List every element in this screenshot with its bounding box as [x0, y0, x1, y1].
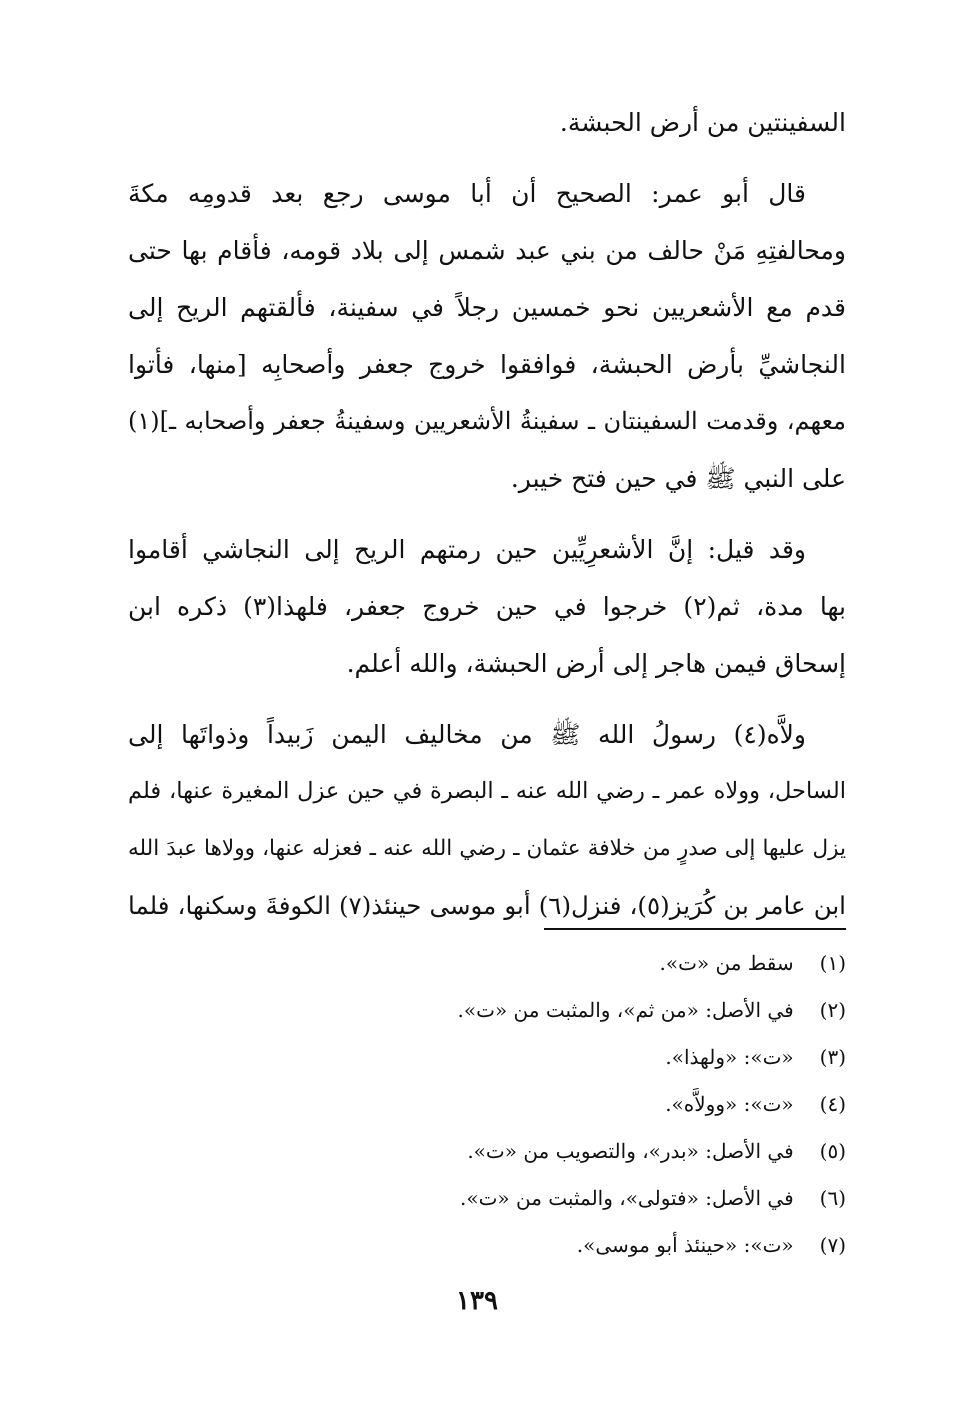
- footnote: [300, 1034, 846, 1081]
- footnote-divider: [544, 928, 846, 930]
- text-line: قدم مع الأشعريين نحو خمسين رجلاً في سفينة، فألقتهم الريح إلى: [128, 293, 846, 322]
- footnote: [300, 987, 846, 1034]
- text-line: معهم، وقدمت السفينتان ـ سفينةُ الأشعريين وسفينةُ جعفر وأصحابه ـ](١): [128, 407, 846, 435]
- footnote-number: (٢): [819, 998, 846, 1022]
- footnote-text: في الأصل: «بدر»، والتصويب من «ت».: [467, 1139, 794, 1163]
- footnote: [300, 1222, 846, 1269]
- text-line: وقد قيل: إنَّ الأشعرِيِّين حين رمتهم الريح إلى النجاشي أقاموا: [128, 535, 806, 564]
- footnote: [300, 1175, 846, 1222]
- footnote-text: «ت»: «ولهذا».: [665, 1045, 794, 1069]
- footnote-number: (٣): [819, 1045, 846, 1069]
- footnote-number: (٤): [819, 1092, 846, 1116]
- footnote-number: (١): [819, 951, 846, 975]
- footnote: [300, 1081, 846, 1128]
- text-line: الساحل، وولاه عمر ـ رضي الله عنه ـ البصرة في حين عزل المغيرة عنها، فلم: [128, 778, 846, 804]
- footnote-text: سقط من «ت».: [659, 951, 794, 975]
- text-line: النجاشيِّ بأرض الحبشة، فوافقوا خروج جعفر وأصحابِه [منها، فأتوا: [128, 350, 846, 379]
- text-line: السفينتين من أرض الحبشة.: [559, 108, 846, 137]
- text-line: بها مدة، ثم(٢) خرجوا في حين خروج جعفر، فلهذا(٣) ذكره ابن: [128, 592, 846, 621]
- footnote-text: في الأصل: «من ثم»، والمثبت من «ت».: [457, 998, 794, 1022]
- footnote: [300, 1128, 846, 1175]
- main-text: [128, 94, 846, 934]
- footnote-number: (٧): [819, 1233, 846, 1257]
- footnote-text: في الأصل: «فتولى»، والمثبت من «ت».: [459, 1186, 794, 1210]
- footnote: [300, 940, 846, 987]
- footnote-text: «ت»: «وولاَّه».: [665, 1092, 794, 1116]
- footnote-text: «ت»: «حينئذ أبو موسى».: [576, 1233, 794, 1257]
- footnote-number: (٦): [819, 1186, 846, 1210]
- text-line: إسحاق فيمن هاجر إلى أرض الحبشة، والله أعلم.: [346, 649, 846, 678]
- page-number: ١٣٩: [456, 1286, 498, 1316]
- text-line: يزل عليها إلى صدرٍ من خلافة عثمان ـ رضي الله عنه ـ فعزله عنها، وولاها عبدَ الله: [128, 836, 846, 861]
- footnotes: [300, 940, 846, 1269]
- footnote-number: (٥): [819, 1139, 846, 1163]
- text-line: ولاَّه(٤) رسولُ الله ﷺ من مخاليف اليمن زَبيداً وذواتَها إلى: [128, 720, 806, 749]
- text-line: على النبي ﷺ في حين فتح خيبر.: [510, 464, 846, 493]
- text-line: قال أبو عمر: الصحيح أن أبا موسى رجع بعد قدومِه مكةَ: [128, 179, 806, 208]
- text-line: ابن عامر بن كُرَيز(٥)، فنزل(٦) أبو موسى حينئذ(٧) الكوفةَ وسكنها، فلما: [128, 891, 846, 920]
- text-line: ومحالفتِهِ مَنْ حالف من بني عبد شمس إلى بلاد قومه، فأقام بها حتى: [128, 236, 846, 265]
